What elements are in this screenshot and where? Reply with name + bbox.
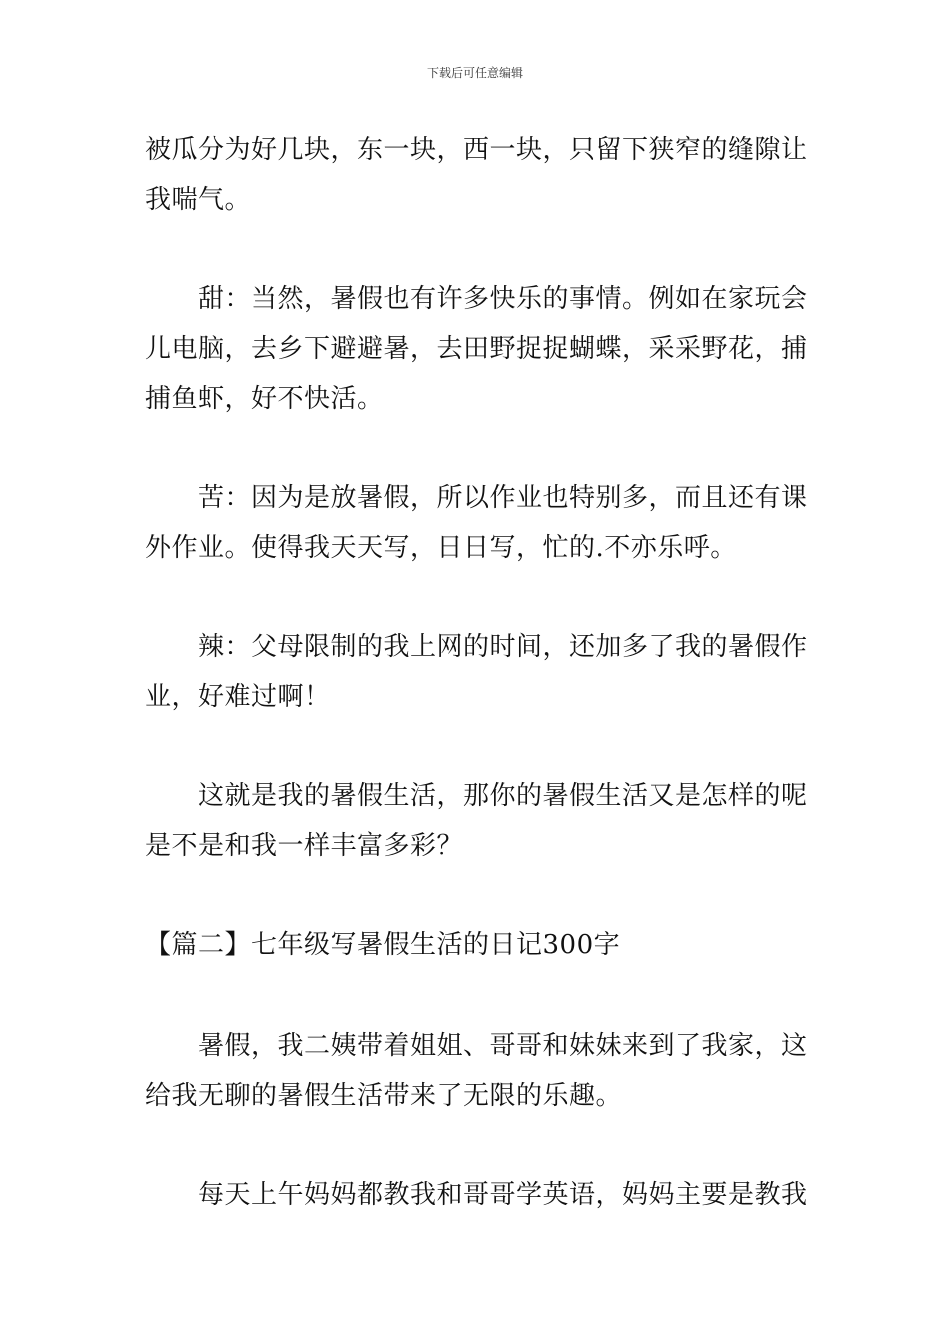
text-line: 暑假，我二姨带着姐姐、哥哥和妹妹来到了我家，这 [198,1031,808,1061]
text-line: 给我无聊的暑假生活带来了无限的乐趣。 [145,1081,623,1111]
text-line: 被瓜分为好几块，东一块，西一块，只留下狭窄的缝隙让 [145,135,808,165]
text-line: 我喘气。 [145,185,252,215]
text-line: 捕鱼虾，好不快活。 [145,384,384,414]
text-line: 辣：父母限制的我上网的时间，还加多了我的暑假作 [198,632,808,662]
section-heading: 【篇二】七年级写暑假生活的日记300字 [145,930,621,960]
text-line: 苦：因为是放暑假，所以作业也特别多，而且还有课 [198,483,808,513]
text-line: 是不是和我一样丰富多彩？ [145,831,464,861]
text-line: 这就是我的暑假生活，那你的暑假生活又是怎样的呢 [198,781,808,811]
text-line: 每天上午妈妈都教我和哥哥学英语，妈妈主要是教我 [198,1180,808,1210]
page-header: 下载后可任意编辑 [426,66,523,80]
text-line: 外作业。使得我天天写，日日写，忙的.不亦乐呼。 [145,533,737,563]
text-line: 甜：当然，暑假也有许多快乐的事情。例如在家玩会 [198,284,808,314]
text-line: 儿电脑，去乡下避避暑，去田野捉捉蝴蝶，采采野花，捕 [145,334,808,364]
text-line: 业，好难过啊！ [145,682,331,712]
